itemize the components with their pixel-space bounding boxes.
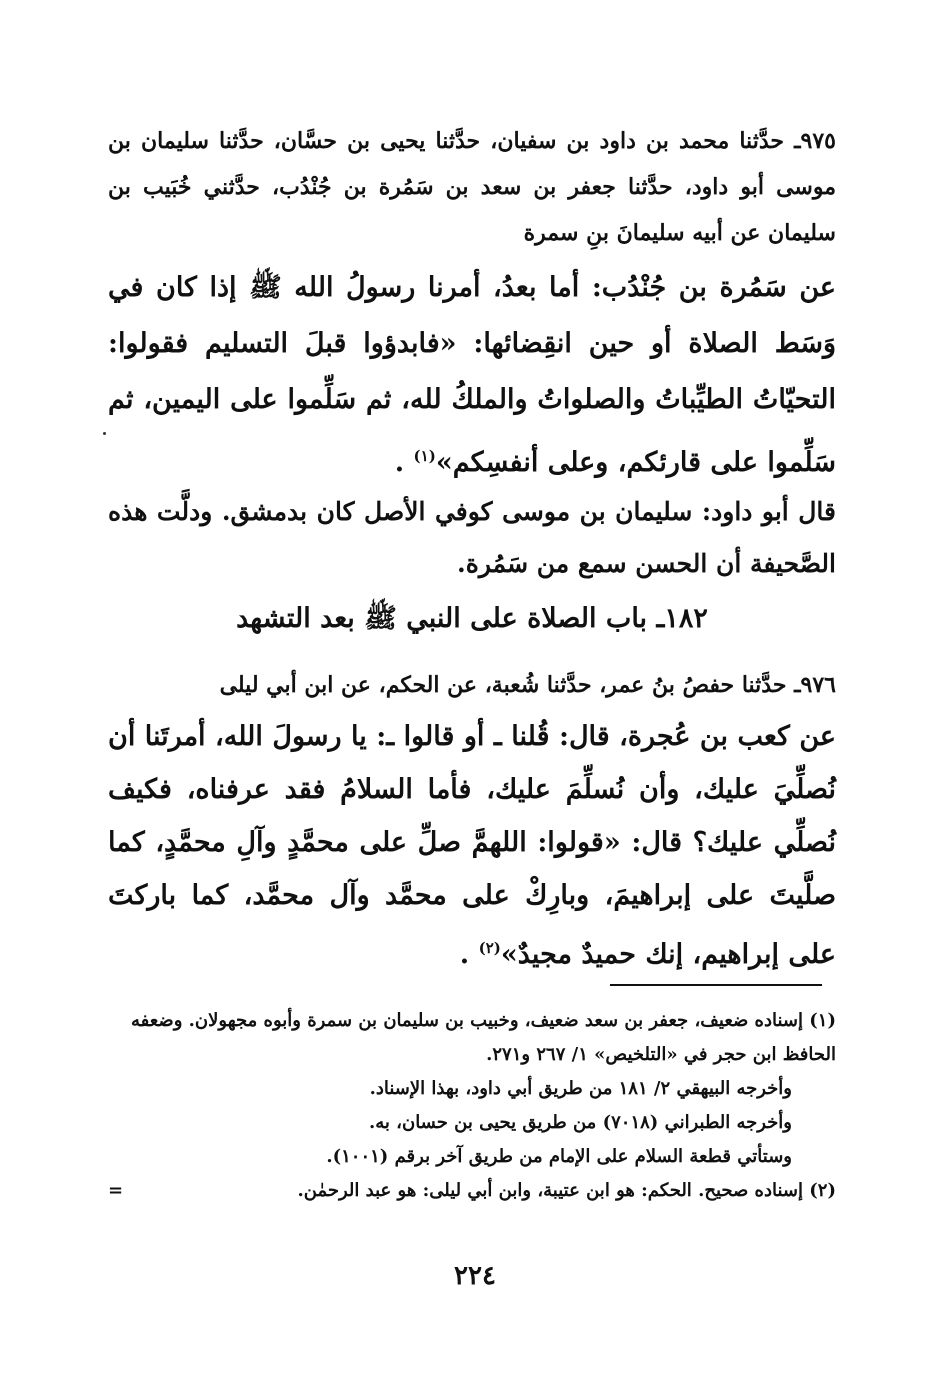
continuation-mark: = [108, 1180, 124, 1201]
footnote-2-row [108, 1174, 836, 1208]
matn-end: . [459, 939, 479, 970]
hadith-975-isnad [108, 118, 836, 256]
footnote-2: (٢) إسناده صحيح. الحكم: هو ابن عتيبة، وابن أبي ليلى: هو عبد الرحمٰن. [297, 1180, 836, 1201]
footnote-1-source-1: وأخرجه البيهقي ٢/ ١٨١ من طريق أبي داود، بهذا الإسناد. [369, 1078, 792, 1099]
footnote-1-crossref: وستأتي قطعة السلام على الإمام من طريق آخر برقم (١٠٠١). [326, 1146, 792, 1167]
hadith-976-isnad [108, 662, 836, 708]
comment-text: قال أبو داود: سليمان بن موسى كوفي الأصل كان بدمشق. ودلَّت هذه الصَّحيفة أن الحسن سمع من سَمُرة. [108, 497, 836, 578]
footnote-divider [610, 984, 822, 986]
hadith-976-matn [108, 710, 836, 981]
matn-paragraph [108, 260, 836, 491]
footnote-1: (١) إسناده ضعيف، جعفر بن سعد ضعيف، وخبيب بن سليمان بن سمرة وأبوه مجهولان. وضعفه الحافظ ابن حجر في «التلخيص» ١/ ٢٦٧ و٢٧١. [130, 1010, 836, 1065]
footnotes [108, 1004, 836, 1208]
isnad-text: ٩٧٥ـ حدَّثنا محمد بن داود بن سفيان، حدَّثنا يحيى بن حسَّان، حدَّثنا سليمان بن موسى أبو داود، حدَّثنا جعفر بن سعد بن سَمُرة بن جُنْدُب، حدَّثني خُبَيب بن سليمان عن أبيه سليمانَ بنِ سمرة [108, 128, 836, 246]
page-number: ٢٢٤ [454, 1261, 496, 1291]
footnote-ref-2[interactable]: (٢) [478, 939, 501, 957]
footnote-1-source-2: وأخرجه الطبراني (٧٠١٨) من طريق يحيى بن حسان، به. [368, 1112, 792, 1133]
matn-text: عن كعب بن عُجرة، قال: قُلنا ـ أو قالوا ـ: يا رسولَ الله، أمرتَنا أن نُصلِّيَ عليك، وأن نُسلِّمَ عليك، فأما السلامُ فقد عرفناه، فكيف نُصلِّي عليك؟ قال: «قولوا: اللهمَّ صلِّ على محمَّدٍ وآلِ محمَّدٍ، كما صلَّيتَ على إبراهيمَ، وبارِكْ على محمَّد وآل محمَّد، كما باركتَ على إبراهيم، إنك حميدٌ مجيدٌ» [108, 721, 836, 970]
stray-dot [103, 432, 106, 435]
matn-end: . [394, 447, 414, 478]
isnad-text: ٩٧٦ـ حدَّثنا حفصُ بنُ عمر، حدَّثنا شُعبة، عن الحكم، عن ابن أبي ليلى [219, 672, 836, 698]
matn-text: عن سَمُرة بن جُنْدُب: أما بعدُ، أمرنا رسولُ الله ﷺ إذا كان في وَسَط الصلاة أو حين انقِضائها: «فابدؤوا قبلَ التسليم فقولوا: التحيّاتُ الطيِّباتُ والصلواتُ والملكُ لله، ثم سَلِّموا على اليمين، ثم سَلِّموا على قارئكم، وعلى أنفسِكم» [108, 272, 836, 478]
hadith-975-matn [108, 260, 836, 491]
matn-paragraph [108, 710, 836, 981]
footnote-ref-1[interactable]: (١) [413, 447, 436, 465]
abu-dawud-comment [108, 486, 836, 590]
chapter-heading: ١٨٢ـ باب الصلاة على النبي ﷺ بعد التشهد [236, 603, 708, 634]
